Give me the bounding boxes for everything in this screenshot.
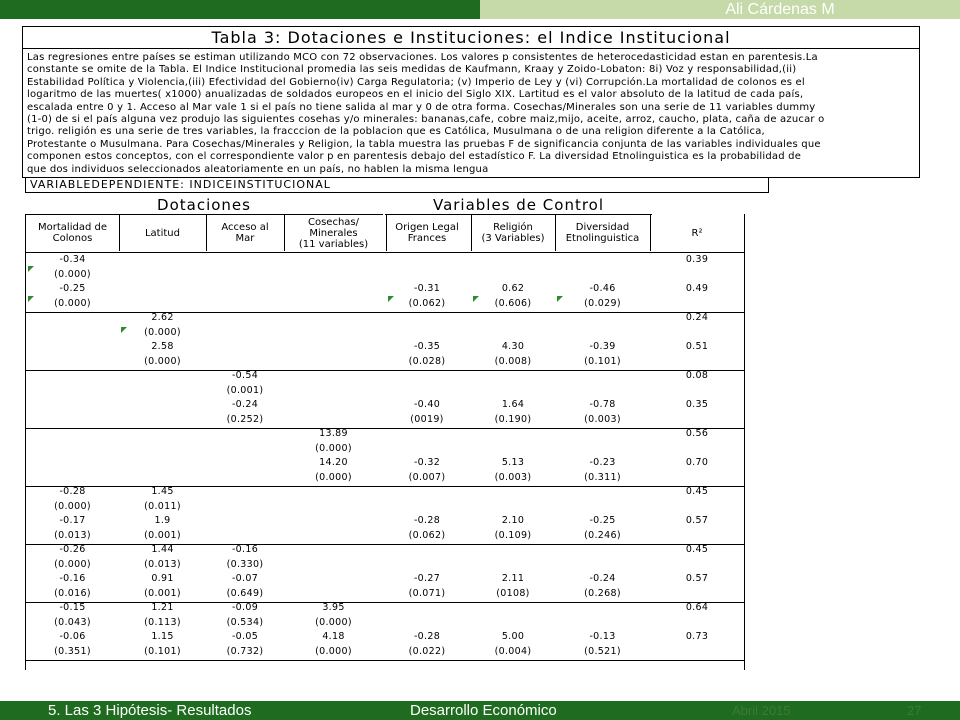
coefficient-cell: -0.34 [59, 254, 86, 265]
coefficient-cell: -0.05 [231, 631, 259, 642]
group-header-control: Variables de Control [385, 196, 652, 215]
coefficient-cell: 14.20 [319, 457, 348, 468]
pvalue-cell: (0.000) [54, 268, 91, 280]
pvalue-cell: (0.001) [144, 529, 181, 541]
notes-line: (1-0) de si el país alguna vez produjo las siguientes cosehas y/o minerales: bananas,cafe, cobre maiz,mijo, aceite, arroz, caucho, plata, caña de azucar o [27, 114, 825, 126]
pvalue-cell: (0.003) [584, 413, 621, 425]
column-header: Cosechas/ Minerales (11 variables) [298, 216, 369, 250]
footer-page-number: 27 [907, 703, 922, 718]
coefficient-cell: -0.27 [413, 573, 441, 584]
column-header: Latitud [144, 227, 180, 239]
column-header: Religión (3 Variables) [481, 222, 545, 244]
coefficient-cell: 0.56 [685, 428, 709, 439]
cell-comment-marker-icon [388, 296, 395, 303]
pvalue-cell: (0.000) [144, 355, 181, 367]
pvalue-cell: (0.013) [144, 558, 181, 570]
coefficient-cell: 5.00 [501, 631, 525, 642]
coefficient-cell: -0.25 [59, 283, 86, 294]
coefficient-cell: 3.95 [322, 602, 345, 613]
pvalue-cell: (0.001) [226, 384, 264, 396]
coefficient-cell: 2.62 [151, 312, 174, 323]
notes-line: Protestante o Musulmana. Para Cosechas/Minerales y Religion, la tabla muestra las pruebas F de significancia conjunta de las variables individuales que [27, 138, 821, 150]
coefficient-cell: 0.57 [685, 573, 709, 584]
pvalue-cell: (0.109) [494, 529, 532, 541]
coefficient-cell: 0.49 [685, 283, 709, 294]
cell-comment-marker-icon [121, 327, 128, 334]
coefficient-cell: -0.06 [59, 631, 86, 642]
pvalue-cell: (0.732) [226, 645, 264, 657]
notes-line: trigo. religión es una serie de tres variables, la fracccion de la poblacion que es Católica, Musulmana o de una religion diferente a la Católica, [27, 126, 765, 138]
pvalue-cell: (0.004) [494, 645, 532, 657]
header-bar-dark [0, 0, 480, 19]
pvalue-cell: (0.101) [144, 645, 181, 657]
column-header: R² [691, 227, 703, 239]
coefficient-cell: -0.54 [231, 370, 259, 381]
coefficient-cell: 1.21 [151, 602, 174, 613]
coefficient-cell: -0.28 [413, 515, 441, 526]
pvalue-cell: (0.071) [408, 587, 446, 599]
coefficient-cell: 2.10 [501, 515, 525, 526]
pvalue-cell: (0.062) [408, 297, 446, 309]
pvalue-cell: (0.268) [584, 587, 621, 599]
pvalue-cell: (0.000) [315, 442, 352, 454]
coefficient-cell: 0.91 [151, 573, 174, 584]
pvalue-cell: (0.351) [54, 645, 91, 657]
table-title: Tabla 3: Dotaciones e Instituciones: el Indice Institucional [211, 28, 731, 47]
pvalue-cell: (0108) [496, 587, 530, 599]
coefficient-cell: -0.15 [59, 602, 86, 613]
notes-line: Estabilidad Política y Violencia,(iii) Efectividad del Gobierno(iv) Carga Regulatoria; (v) Imperio de Ley y (vi) Corrupción.La mortalidad de colonos es el [27, 76, 805, 88]
pvalue-cell: (0.534) [226, 616, 264, 628]
coefficient-cell: 0.45 [685, 544, 709, 555]
coefficient-cell: 0.35 [685, 399, 709, 410]
coefficient-cell: 4.30 [501, 341, 525, 352]
block-separator [26, 370, 744, 371]
coefficient-cell: 5.13 [501, 457, 525, 468]
coefficient-cell: 1.45 [151, 486, 174, 497]
cell-comment-marker-icon [557, 296, 564, 303]
coefficient-cell: -0.35 [413, 341, 441, 352]
column-header: Origen Legal Frances [395, 222, 459, 244]
pvalue-cell: (0.028) [408, 355, 446, 367]
column-header: Acceso al Mar [221, 222, 269, 244]
coefficient-cell: 2.11 [501, 573, 525, 584]
coefficient-cell: 0.64 [685, 602, 709, 613]
coefficient-cell: -0.17 [59, 515, 86, 526]
coefficient-cell: -0.78 [589, 399, 616, 410]
coefficient-cell: 1.15 [151, 631, 174, 642]
pvalue-cell: (0.016) [54, 587, 91, 599]
cell-comment-marker-icon [473, 296, 480, 303]
coefficient-cell: 0.24 [685, 312, 709, 323]
pvalue-cell: (0.101) [584, 355, 621, 367]
footer-course: Desarrollo Económico [410, 702, 557, 719]
pvalue-cell: (0.001) [144, 587, 181, 599]
coefficient-cell: -0.24 [589, 573, 616, 584]
notes-line: Las regresiones entre países se estiman utilizando MCO con 72 observaciones. Los valores p consistentes de heterocedasticidad estan en parentesis.La [27, 52, 818, 63]
cell-comment-marker-icon [28, 266, 35, 273]
pvalue-cell: (0.649) [226, 587, 264, 599]
pvalue-cell: (0019) [410, 413, 444, 425]
pvalue-cell: (0.606) [494, 297, 532, 309]
header-rule [26, 252, 744, 253]
notes-line: escalada entre 0 y 1. Acceso al Mar vale 1 si el país no tiene salida al mar y 0 de otra forma. Cosechas/Minerales son una serie de 11 variables dummy [27, 101, 816, 113]
coefficient-cell: -0.39 [589, 341, 616, 352]
pvalue-cell: (0.311) [584, 471, 621, 483]
coefficient-cell: 0.73 [685, 631, 709, 642]
pvalue-cell: (0.062) [408, 529, 446, 541]
results-table [25, 214, 745, 670]
coefficient-cell: 0.39 [685, 254, 709, 265]
pvalue-cell: (0.000) [54, 558, 91, 570]
coefficient-cell: 0.45 [685, 486, 709, 497]
coefficient-cell: -0.25 [589, 515, 616, 526]
pvalue-cell: (0.113) [144, 616, 181, 628]
coefficient-cell: -0.16 [59, 573, 86, 584]
pvalue-cell: (0.252) [226, 413, 264, 425]
coefficient-cell: -0.09 [231, 602, 259, 613]
notes-line: logaritmo de las muertes( x1000) anualizadas de soldados europeos en el inicio del Siglo XIX. Lartitud es el valor absoluto de la latitud de cada país, [27, 89, 804, 101]
pvalue-cell: (0.246) [584, 529, 621, 541]
column-header: Diversidad Etnolinguistica [565, 222, 640, 244]
title-divider [23, 48, 919, 49]
coefficient-cell: 0.57 [685, 515, 709, 526]
pvalue-cell: (0.022) [408, 645, 446, 657]
coefficient-cell: -0.13 [589, 631, 616, 642]
coefficient-cell: -0.07 [231, 573, 259, 584]
pvalue-cell: (0.011) [144, 500, 181, 512]
pvalue-cell: (0.000) [54, 297, 91, 309]
pvalue-cell: (0.330) [226, 558, 264, 570]
pvalue-cell: (0.043) [54, 616, 91, 628]
coefficient-cell: -0.40 [413, 399, 441, 410]
notes-line: componen estos conceptos, con el correspondiente valor p en parentesis debajo del estadístico F. La diversidad Etnolinguistica es la probabilidad de [27, 151, 802, 163]
pvalue-cell: (0.000) [315, 645, 352, 657]
coefficient-cell: -0.26 [59, 544, 86, 555]
coefficient-cell: -0.28 [59, 486, 86, 497]
coefficient-cell: -0.28 [413, 631, 441, 642]
column-header: Mortalidad de Colonos [38, 222, 107, 244]
coefficient-cell: 0.70 [685, 457, 709, 468]
table-notes-frame [22, 26, 920, 178]
cell-comment-marker-icon [28, 296, 35, 303]
coefficient-cell: -0.23 [589, 457, 616, 468]
pvalue-cell: (0.029) [584, 297, 621, 309]
coefficient-cell: 0.62 [501, 283, 525, 294]
author-name: Ali Cárdenas M [725, 1, 835, 18]
pvalue-cell: (0.000) [144, 326, 181, 338]
coefficient-cell: -0.32 [413, 457, 441, 468]
coefficient-cell: -0.31 [413, 283, 441, 294]
coefficient-cell: 0.08 [685, 370, 709, 381]
footer-date: Abril 2015 [732, 703, 791, 718]
table-bottom-rule [26, 660, 744, 661]
coefficient-cell: -0.24 [231, 399, 259, 410]
dependent-variable-label: VARIABLEDEPENDIENTE: INDICEINSTITUCIONAL [25, 178, 769, 193]
coefficient-cell: 1.44 [151, 544, 174, 555]
pvalue-cell: (0.008) [494, 355, 532, 367]
coefficient-cell: 1.9 [154, 515, 171, 526]
table-notes [27, 52, 917, 177]
coefficient-cell: 0.51 [685, 341, 709, 352]
coefficient-cell: -0.46 [589, 283, 616, 294]
coefficient-cell: 4.18 [322, 631, 345, 642]
coefficient-cell: 13.89 [319, 428, 348, 439]
footer-section: 5. Las 3 Hipótesis- Resultados [48, 702, 252, 719]
pvalue-cell: (0.000) [315, 471, 352, 483]
coefficient-cell: 2.58 [151, 341, 174, 352]
pvalue-cell: (0.003) [494, 471, 532, 483]
notes-line: constante se omite de la Tabla. El Indice Institucional promedia las seis medidas de Kaufmann, Kraay y Zoido-Lobaton: 8i) Voz y responsabilidad,(ii) [27, 64, 797, 76]
notes-line: que dos individuos seleccionados aleatoriamente en un país, no hablen la misma lengua [27, 163, 489, 175]
group-header-dotaciones: Dotaciones [25, 196, 383, 215]
pvalue-cell: (0.000) [54, 500, 91, 512]
pvalue-cell: (0.007) [408, 471, 446, 483]
pvalue-cell: (0.190) [494, 413, 532, 425]
pvalue-cell: (0.013) [54, 529, 91, 541]
pvalue-cell: (0.521) [584, 645, 621, 657]
block-separator [26, 428, 744, 429]
coefficient-cell: 1.64 [501, 399, 525, 410]
coefficient-cell: -0.16 [231, 544, 259, 555]
pvalue-cell: (0.000) [315, 616, 352, 628]
